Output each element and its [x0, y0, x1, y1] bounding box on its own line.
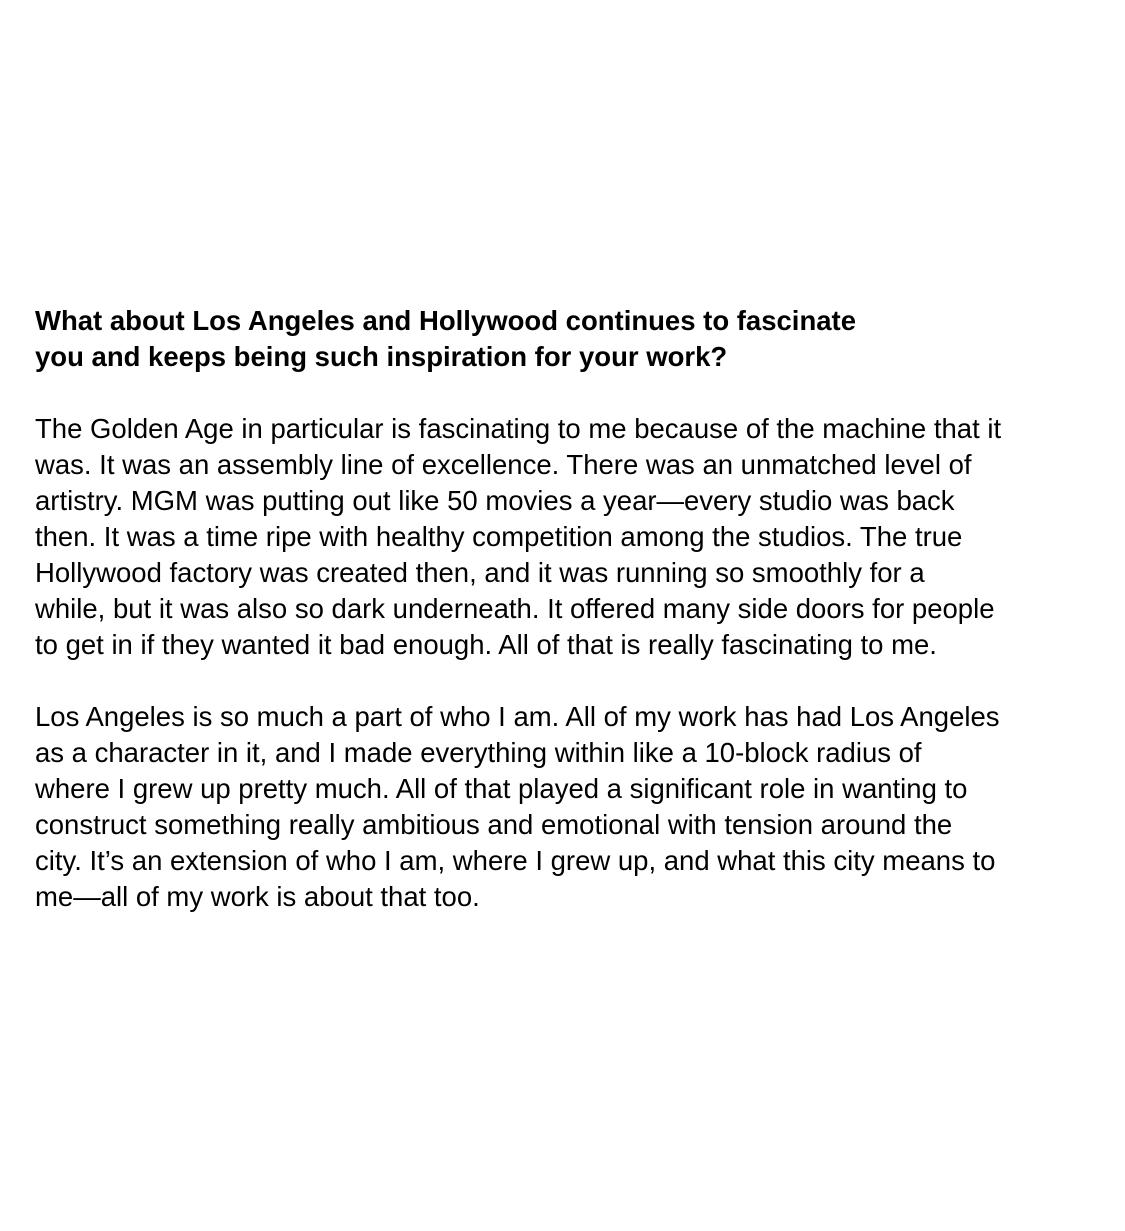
answer-paragraph-1: The Golden Age in particular is fascinating to me because of the machine that it was. It was an assembly line of excellence. There was an unmatched level of artistry. MGM was putting out like 50 movies a year—every studio was back then. It was a time ripe with healthy competition among the studios. The true Hollywood factory was created then, and it was running so smoothly for a while, but it was also so dark underneath. It offered many side doors for people to get in if they wanted it bad enough. All of that is really fascinating to me.: [35, 413, 1002, 660]
interview-document: [35, 303, 1105, 951]
answer-paragraph-2: Los Angeles is so much a part of who I am. All of my work has had Los Angeles as a character in it, and I made everything within like a 10-block radius of where I grew up pretty much. All of that played a significant role in wanting to construct something really ambitious and emotional with tension around the city. It’s an extension of who I am, where I grew up, and what this city means to me—all of my work is about that too.: [35, 701, 1000, 912]
interview-question: What about Los Angeles and Hollywood continues to fascinate you and keeps being such inspiration for your work?: [35, 305, 856, 372]
